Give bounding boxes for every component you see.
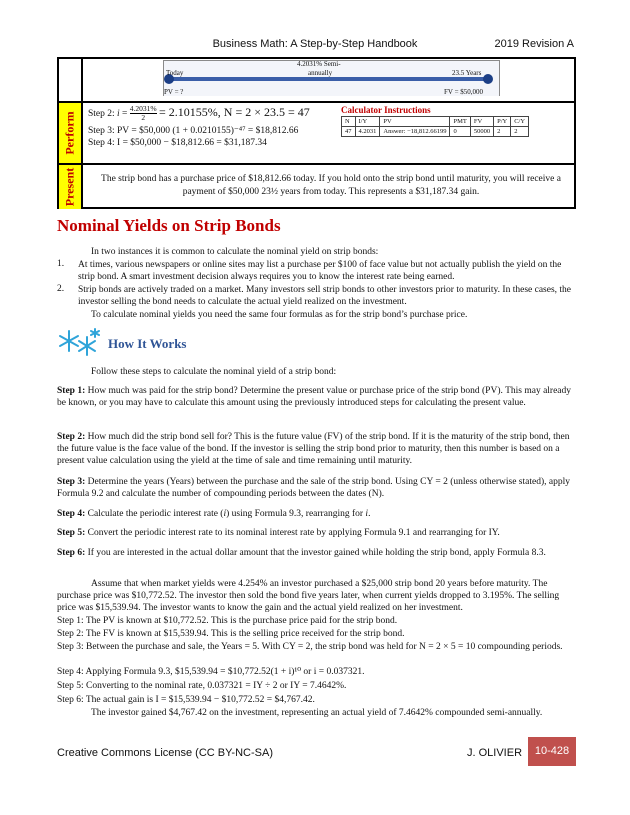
calc-value: Answer: −18,812.66199 bbox=[380, 127, 450, 137]
example-step4: Step 4: Applying Formula 9.3, $15,539.94 = $10,772.52(1 + i)¹⁰ or i = 0.037321. bbox=[57, 667, 365, 677]
present-label: Present bbox=[62, 167, 77, 207]
example-step2: Step 2: The FV is known at $15,539.94. This is the selling price received for the strip bond. bbox=[57, 629, 405, 639]
timeline-fv-label: FV = $50,000 bbox=[444, 88, 484, 96]
calc-header: C/Y bbox=[511, 117, 529, 127]
present-text: The strip bond has a purchase price of $18,812.66 today. If you hold onto the strip bond until maturity, you will receive a payment of $50,000 23½ years from today. This represents a $31,187.34 gain. bbox=[101, 174, 561, 197]
example-step1: Step 1: The PV is known at $10,772.52. This is the purchase price paid for the strip bond. bbox=[57, 616, 398, 626]
section-intro: In two instances it is common to calculate the nominal yield on strip bonds: bbox=[91, 247, 379, 257]
calc-header: P/Y bbox=[494, 117, 511, 127]
example-intro: Assume that when market yields were 4.254% an investor purchased a $25,000 strip bond 20 years before maturity. The purchase price was $10,772.52. The investor then sold the bond five years later, when current yields dropped to 3.195%. The selling price was $15,539.94. The investor wants to know the gain and the actual yield realized on her investment. bbox=[57, 579, 560, 613]
how-it-works-title: How It Works bbox=[108, 336, 187, 351]
how-step1: Step 1: How much was paid for the strip bond? Determine the present value or purchase price of the strip bond (PV). This may already be known, or you may have to calculate this amount using the previously introduced steps for calculating the present value. bbox=[57, 386, 572, 408]
section-closing: To calculate nominal yields you need the same four formulas as for the strip bond’s purchase price. bbox=[91, 310, 468, 320]
perform-label: Perform bbox=[62, 111, 77, 155]
how-step5: Step 5: Convert the periodic interest rate to its nominal interest rate by applying Formula 9.1 and rearranging for IY. bbox=[57, 528, 500, 538]
calc-header: PV bbox=[380, 117, 450, 127]
example-step3: Step 3: Between the purchase and sale, the Years = 5. With CY = 2, the strip bond was held for N = 2 × 5 = 10 compounding periods. bbox=[57, 642, 563, 652]
how-step3: Step 3: Determine the years (Years) between the purchase and the sale of the strip bond. Using CY = 2 (unless otherwise stated), apply Formula 9.2 and calculate the number of compounding periods between the dates (N). bbox=[57, 477, 570, 499]
perform-step3: Step 3: PV = $50,000 (1 + 0.0210155)⁻⁴⁷ = $18,812.66 bbox=[88, 126, 299, 136]
how-step6: Step 6: If you are interested in the actual dollar amount that the investor gained while holding the strip bond, apply Formula 8.3. bbox=[57, 548, 546, 558]
calc-value: 0 bbox=[450, 127, 470, 137]
timeline-end-label: 23.5 Years bbox=[452, 69, 482, 77]
calc-header: N bbox=[342, 117, 356, 127]
calc-value: 2 bbox=[494, 127, 511, 137]
list-item: At times, various newspapers or online sites may list a purchase per $100 of face value but not actually publish the yield on the strip bond. A smart investment decision always requires you to know the interest rate being earned. bbox=[78, 260, 562, 282]
calc-header: PMT bbox=[450, 117, 470, 127]
solution-frame bbox=[57, 57, 576, 209]
list-number: 2. bbox=[57, 284, 65, 294]
how-intro: Follow these steps to calculate the nominal yield of a strip bond: bbox=[91, 367, 337, 377]
how-step2: Step 2: How much did the strip bond sell for? This is the future value (FV) of the strip bond. If it is the maturity of the strip bond, then the future value is the face value of the bond. If the investor is selling the strip bond prior to maturity, then this number is based on a present value calculation using the yield at the time of sale and time remaining until maturity. bbox=[57, 432, 570, 466]
footer-license: Creative Commons License (CC BY-NC-SA) bbox=[57, 747, 273, 759]
how-step4: Step 4: Calculate the periodic interest rate (i) using Formula 9.3, rearranging for i. bbox=[57, 509, 371, 519]
example-step5: Step 5: Converting to the nominal rate, 0.037321 = IY ÷ 2 or IY = 7.4642%. bbox=[57, 681, 347, 691]
footer-page-number: 10-428 bbox=[528, 737, 576, 766]
calc-value: 2 bbox=[511, 127, 529, 137]
timeline-rate: 4.2031% Semi- bbox=[297, 60, 341, 68]
example-conclusion: The investor gained $4,767.42 on the investment, representing an actual yield of 7.4642% compounded semi-annually. bbox=[91, 708, 543, 718]
timeline-start-label: Today bbox=[166, 69, 184, 77]
timeline-bar bbox=[167, 77, 491, 81]
perform-label-box bbox=[59, 103, 81, 163]
calculator-table bbox=[341, 116, 529, 137]
section-title: Nominal Yields on Strip Bonds bbox=[57, 216, 281, 235]
calc-value: 47 bbox=[342, 127, 356, 137]
header-revision: 2019 Revision A bbox=[494, 38, 574, 50]
example-step6: Step 6: The actual gain is I = $15,539.94 − $10,772.52 = $4,767.42. bbox=[57, 695, 315, 705]
timeline-rate-period: annually bbox=[308, 69, 333, 77]
perform-step2: Step 2: i = $\frac{4.2031\%}{2}$ = 2.10155%, N = 2 × 23.5 = 47 bbox=[88, 104, 310, 123]
calc-value: 50000 bbox=[470, 127, 493, 137]
perform-step4: Step 4: I = $50,000 − $18,812.66 = $31,187.34 bbox=[88, 138, 267, 148]
calculator-header-row bbox=[342, 117, 529, 127]
present-label-box bbox=[59, 165, 81, 209]
timeline-pv-label: PV = ? bbox=[164, 88, 184, 96]
calc-header: I/Y bbox=[355, 117, 380, 127]
calculator-value-row bbox=[342, 127, 529, 137]
list-item: Strip bonds are actively traded on a market. Many investors sell strip bonds to other investors prior to maturity. In these cases, the investor selling the bond needs to calculate the actual yield realized on the investment. bbox=[78, 285, 572, 307]
footer-author: J. OLIVIER bbox=[467, 747, 523, 759]
timeline-end-marker bbox=[483, 74, 493, 84]
calc-value: 4.2031 bbox=[355, 127, 380, 137]
header-title: Business Math: A Step-by-Step Handbook bbox=[212, 38, 418, 50]
snowflake-icon bbox=[57, 327, 101, 359]
list-number: 1. bbox=[57, 259, 65, 269]
calculator-title: Calculator Instructions bbox=[341, 105, 431, 115]
calc-header: FV bbox=[470, 117, 493, 127]
